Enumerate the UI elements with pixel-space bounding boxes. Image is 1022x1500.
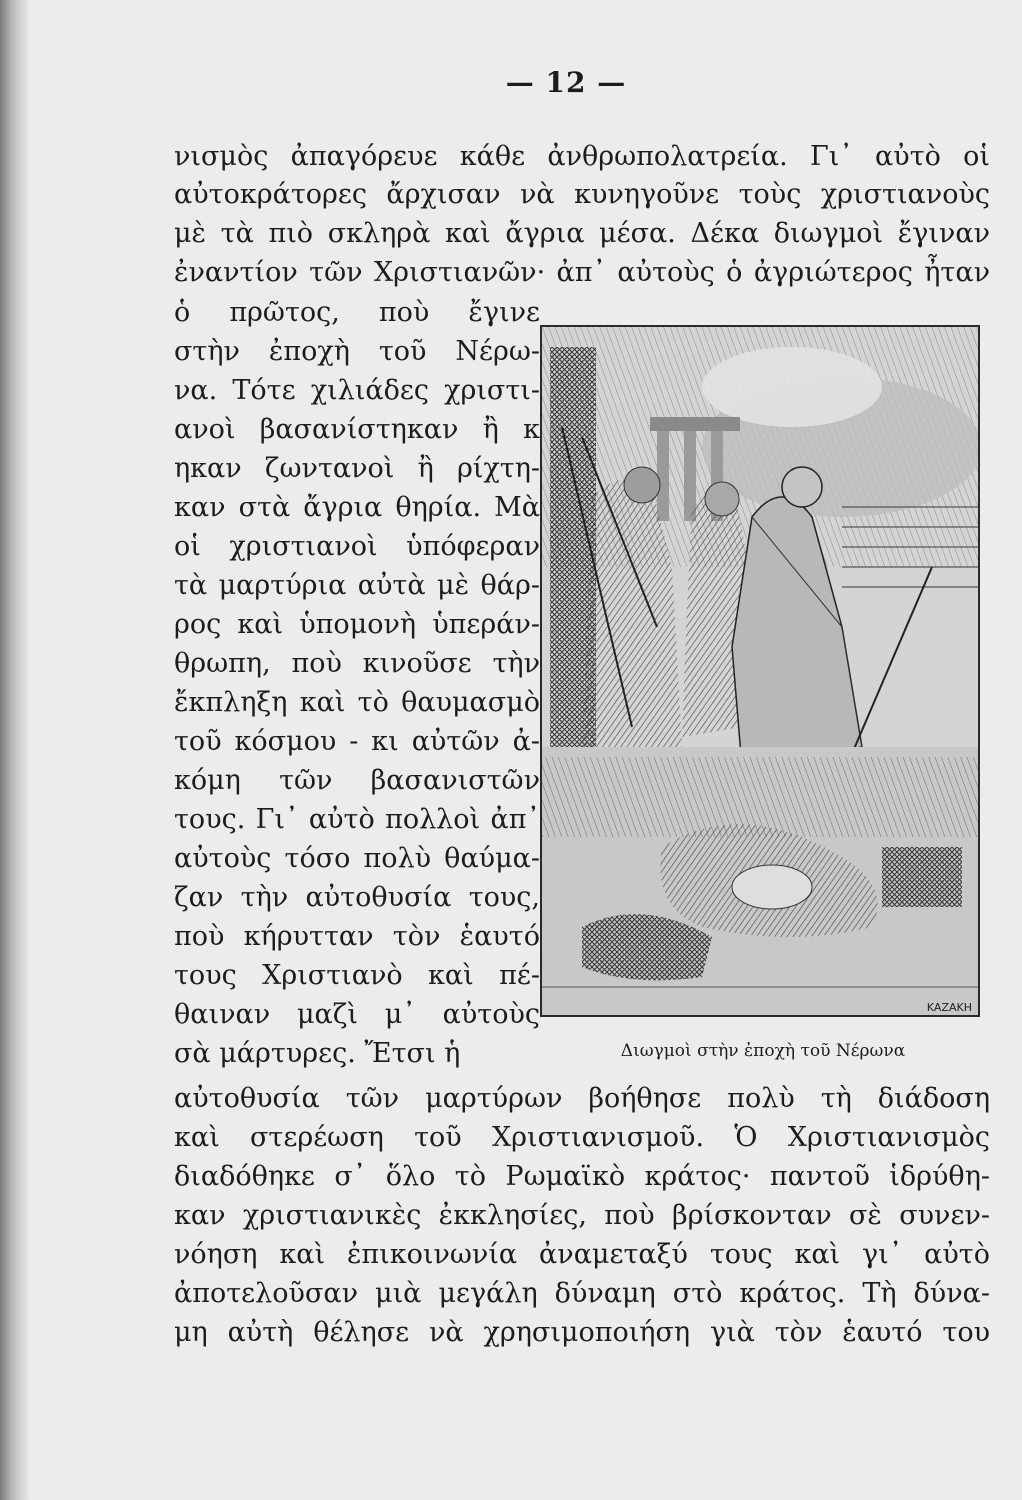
text-line: ἐναντίον τῶν Χριστιανῶν· ἀπ᾽ αὐτοὺς ὁ ἀγριώτερος ἦταν <box>174 257 990 288</box>
text-line: τοῦ κόσμου - κι αὐτῶν ἀ- <box>174 726 540 757</box>
engraving-illustration <box>540 325 980 1017</box>
text-line: ἔκπληξη καὶ τὸ θαυμασμὸ <box>174 687 540 718</box>
text-line: μη αὐτὴ θέλησε νὰ χρησιμοποιήση γιὰ τὸν ἑαυτό του <box>174 1317 990 1348</box>
text-line: κόμη τῶν βασανιστῶν <box>174 765 540 796</box>
text-line: μὲ τὰ πιὸ σκληρὰ καὶ ἄγρια μέσα. Δέκα διωγμοὶ ἔγιναν <box>174 218 990 249</box>
engraver-signature: ΚΑΖΑΚΗ <box>926 1001 972 1014</box>
text-line: να. Τότε χιλιάδες χριστι- <box>174 375 540 406</box>
binding-shadow <box>0 0 30 1500</box>
text-line: ἀποτελοῦσαν μιὰ μεγάλη δύναμη στὸ κράτος. Τὴ δύνα- <box>174 1278 990 1309</box>
text-line: ηκαν ζωντανοὶ ἢ ρίχτη- <box>174 453 540 484</box>
text-line: ὁ πρῶτος, ποὺ ἔγινε <box>174 297 540 328</box>
text-line: τους. Γι᾽ αὐτὸ πολλοὶ ἀπ᾽ <box>174 804 540 835</box>
text-line: καν χριστιανικὲς ἐκκλησίες, ποὺ βρίσκονταν σὲ συνεν- <box>174 1200 990 1231</box>
illustration-caption: Διωγμοὶ στὴν ἐποχὴ τοῦ Νέρωνα <box>620 1041 906 1061</box>
text-line: ζαν τὴν αὐτοθυσία τους, <box>174 882 540 913</box>
text-line: ρος καὶ ὑπομονὴ ὑπεράν- <box>174 609 540 640</box>
text-line: νισμὸς ἀπαγόρευε κάθε ἀνθρωπολατρεία. Γι᾽ αὐτὸ οἱ <box>174 141 990 172</box>
text-line: αὐτοὺς τόσο πολὺ θαύμα- <box>174 843 540 874</box>
page-number: — 12 — <box>505 66 627 99</box>
text-line: στὴν ἐποχὴ τοῦ Νέρω- <box>174 336 540 367</box>
text-line: ανοὶ βασανίστηκαν ἢ κ <box>174 414 540 445</box>
text-line: τους Χριστιανὸ καὶ πέ- <box>174 960 540 991</box>
text-line: σὰ μάρτυρες. Ἔτσι ἡ <box>174 1038 461 1069</box>
text-line: θαιναν μαζὶ μ᾽ αὐτοὺς <box>174 999 540 1030</box>
text-line: οἱ χριστιανοὶ ὑπόφεραν <box>174 531 540 562</box>
text-line: αὐτοκράτορες ἄρχισαν νὰ κυνηγοῦνε τοὺς χριστιανοὺς <box>174 179 990 210</box>
text-line: καὶ στερέωση τοῦ Χριστιανισμοῦ. Ὁ Χριστιανισμὸς <box>174 1122 990 1153</box>
text-line: τὰ μαρτύρια αὐτὰ μὲ θάρ- <box>174 570 540 601</box>
text-line: νόηση καὶ ἐπικοινωνία ἀναμεταξύ τους καὶ γι᾽ αὐτὸ <box>174 1239 990 1270</box>
text-line: αὐτοθυσία τῶν μαρτύρων βοήθησε πολὺ τὴ διάδοση <box>174 1083 990 1114</box>
text-line: διαδόθηκε σ᾽ ὅλο τὸ Ρωμαϊκὸ κράτος· παντοῦ ἱδρύθη- <box>174 1161 990 1192</box>
text-line: θρωπη, ποὺ κινοῦσε τὴν <box>174 648 540 679</box>
text-line: καν στὰ ἄγρια θηρία. Μὰ <box>174 492 540 523</box>
text-line: ποὺ κήρυτταν τὸν ἑαυτό <box>174 921 540 952</box>
